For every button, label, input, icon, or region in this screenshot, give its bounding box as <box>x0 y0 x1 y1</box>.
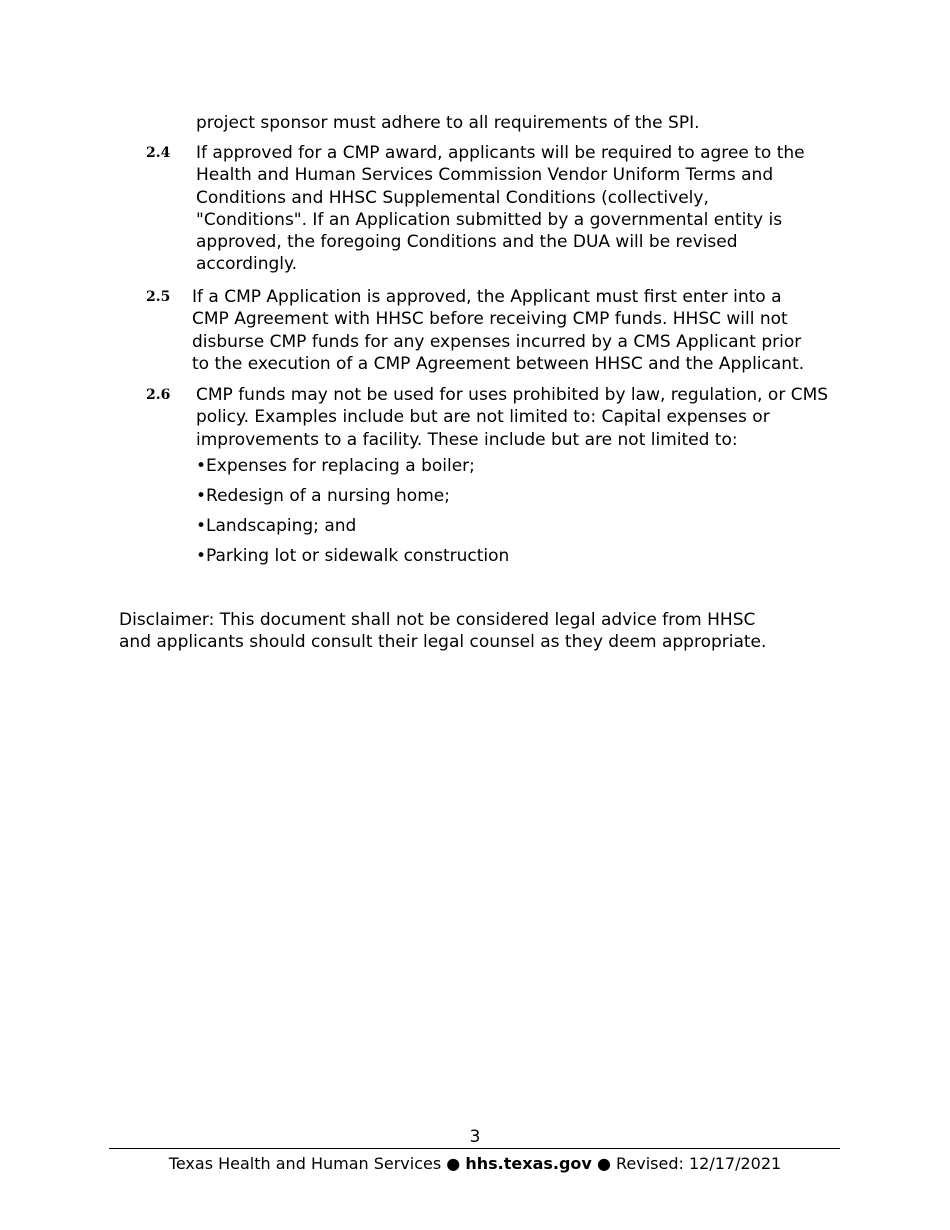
disclaimer-paragraph: Disclaimer: This document shall not be considered legal advice from HHSC and applicants should consult their legal counsel as they deem appropriate. <box>119 610 767 653</box>
footer-revised-date: Revised: 12/17/2021 <box>616 1154 782 1173</box>
footer-divider <box>109 1148 840 1149</box>
clause-text: If approved for a CMP award, applicants will be required to agree to the Health and Human Services Commission Vendor Uniform Terms and Conditions and HHSC Supplemental Conditions (collectively, "Conditions". If an Application submitted by a governmental entity is approved, the foregoing Conditions and the DUA will be revised accordingly. <box>196 143 805 275</box>
continuation-paragraph: project sponsor must adhere to all requirements of the SPI. <box>196 113 700 133</box>
clause-text: If a CMP Application is approved, the Applicant must first enter into a CMP Agreement with HHSC before receiving CMP funds. HHSC will not disburse CMP funds for any expenses incurred by a CMS Applicant prior to the execution of a CMP Agreement between HHSC and the Applicant. <box>192 287 805 374</box>
list-item: •Landscaping; and <box>196 515 357 536</box>
page-footer <box>0 1153 950 1175</box>
list-item: •Expenses for replacing a boiler; <box>196 456 475 476</box>
footer-website: hhs.texas.gov <box>465 1154 592 1173</box>
clause-text: CMP funds may not be used for uses prohibited by law, regulation, or CMS policy. Examples include but are not limited to: Capital expenses or improvements to a facility. These include but are not limited to: <box>196 385 829 450</box>
footer-organization: Texas Health and Human Services <box>168 1154 442 1173</box>
list-item: •Parking lot or sidewalk construction <box>196 545 510 566</box>
clause-number: 2.6 <box>146 387 171 403</box>
clause-number: 2.4 <box>146 145 171 161</box>
prohibited-uses-list <box>196 455 796 575</box>
footer-separator: ● <box>596 1154 611 1173</box>
list-item: •Redesign of a nursing home; <box>196 485 450 506</box>
clause-number: 2.5 <box>146 289 171 305</box>
page-number: 3 <box>469 1127 481 1147</box>
footer-separator: ● <box>446 1154 461 1173</box>
